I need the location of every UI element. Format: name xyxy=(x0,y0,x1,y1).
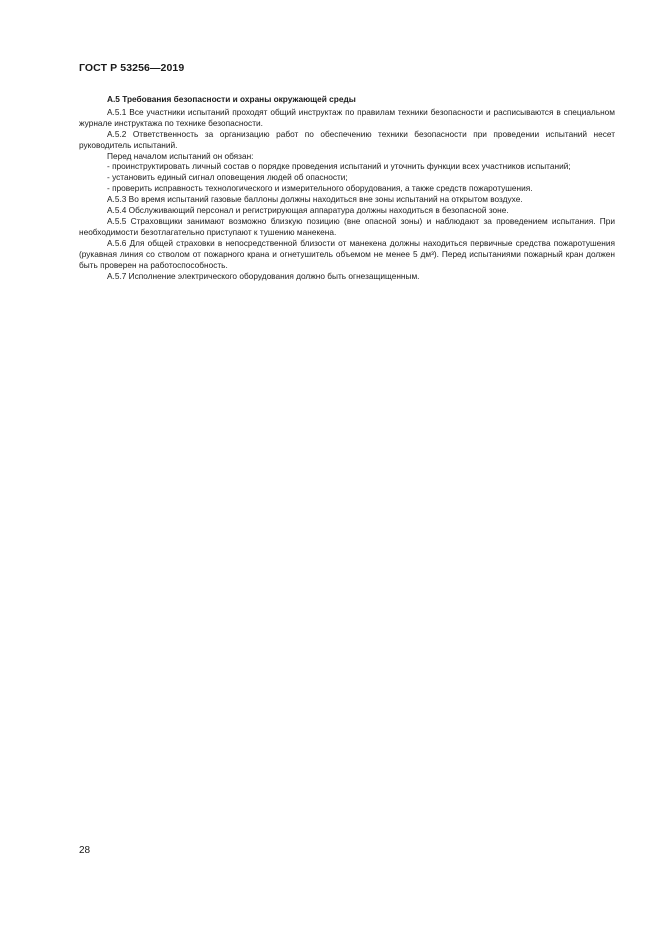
paragraph-a-5-3: А.5.3 Во время испытаний газовые баллоны должны находиться вне зоны испытаний на открытом воздухе. xyxy=(107,194,523,205)
paragraph-a-5-1: А.5.1 Все участники испытаний проходят общий инструктаж по правилам техники безопасности и расписываются в специальном журнале инструктажа по технике безопасности. xyxy=(79,106,615,128)
list-item-check-equipment: - проверить исправность технологического и измерительного оборудования, а также средств пожаротушения. xyxy=(107,183,533,194)
paragraph-a-5-4: А.5.4 Обслуживающий персонал и регистрирующая аппаратура должны находиться в безопасной зоне. xyxy=(107,205,509,216)
list-item-alarm-signal: - установить единый сигнал оповещения людей об опасности; xyxy=(107,172,348,183)
document-header: ГОСТ Р 53256—2019 xyxy=(79,62,185,74)
list-item-instruct-personnel: - проинструктировать личный состав о порядке проведения испытаний и уточнить функции всех участников испытаний; xyxy=(107,161,571,172)
paragraph-a-5-6: А.5.6 Для общей страховки в непосредственной близости от манекена должны находиться первичные средства пожаротушения (рукавная линия со стволом от пожарного крана и огнетушитель объемом не менее 5 дм³). Перед испытаниями пожарный кран должен быть проверен на работоспособность. xyxy=(79,237,615,270)
section-title: А.5 Требования безопасности и охраны окружающей среды xyxy=(107,94,356,104)
page-number: 28 xyxy=(79,845,91,856)
paragraph-obligations-intro: Перед началом испытаний он обязан: xyxy=(107,150,254,161)
paragraph-a-5-5: А.5.5 Страховщики занимают возможно близкую позицию (вне опасной зоны) и наблюдают за проведением испытания. При необходимости безотлагательно приступают к тушению манекена. xyxy=(79,215,615,237)
paragraph-a-5-7: А.5.7 Исполнение электрического оборудования должно быть огнезащищенным. xyxy=(107,270,420,281)
paragraph-a-5-2: А.5.2 Ответственность за организацию работ по обеспечению техники безопасности при проведении испытаний несет руководитель испытаний. xyxy=(79,128,615,150)
section-content xyxy=(79,94,615,281)
